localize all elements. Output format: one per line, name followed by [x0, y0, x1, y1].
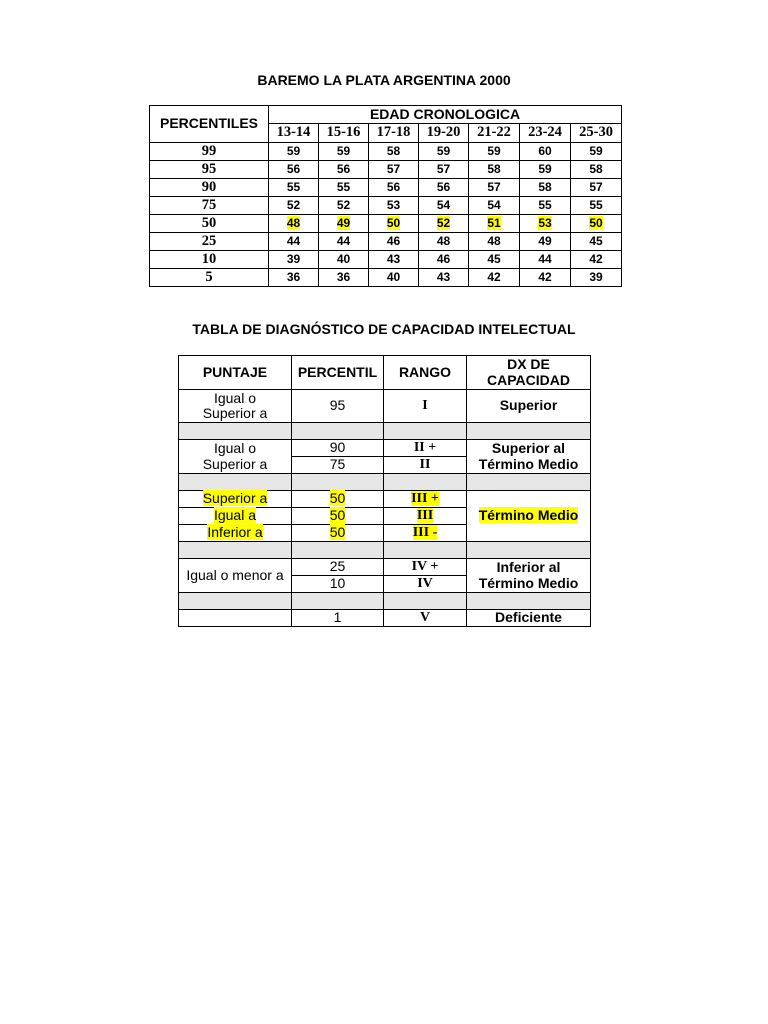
table-row [179, 390, 591, 423]
score-cell: 52 [319, 197, 369, 215]
percentile-cell: 90 [150, 179, 269, 197]
age-range: 21-22 [469, 124, 520, 143]
separator-row [179, 423, 591, 440]
score-cell: 55 [319, 179, 369, 197]
table-header-row [150, 106, 622, 124]
rango-cell: III - [384, 525, 467, 542]
score-cell: 46 [419, 251, 469, 269]
score-cell: 42 [469, 269, 520, 287]
score-cell: 56 [419, 179, 469, 197]
score-cell: 48 [469, 233, 520, 251]
diagnosis-table [178, 355, 591, 627]
score-cell: 58 [571, 161, 622, 179]
score-cell: 59 [419, 143, 469, 161]
dx-cell: Inferior al Término Medio [467, 559, 591, 593]
rango-cell: III + [384, 491, 467, 508]
score-cell: 58 [469, 161, 520, 179]
percentile-cell: 50 [150, 215, 269, 233]
score-cell: 59 [520, 161, 571, 179]
percentil-cell: 75 [292, 457, 384, 474]
table-row [150, 161, 622, 179]
score-cell: 59 [469, 143, 520, 161]
rango-cell: I [384, 390, 467, 423]
score-cell: 56 [319, 161, 369, 179]
score-cell: 52 [269, 197, 319, 215]
percentil-header: PERCENTIL [292, 356, 384, 390]
puntaje-cell: Inferior a [179, 525, 292, 542]
rango-cell: IV + [384, 559, 467, 576]
score-cell: 59 [571, 143, 622, 161]
score-cell: 57 [419, 161, 469, 179]
percentiles-header: PERCENTILES [150, 106, 269, 143]
score-cell: 39 [571, 269, 622, 287]
score-cell: 57 [369, 161, 419, 179]
score-cell: 50 [369, 215, 419, 233]
dx-cell: Superior [467, 390, 591, 423]
rango-cell: III [384, 508, 467, 525]
score-cell: 44 [319, 233, 369, 251]
score-cell: 42 [571, 251, 622, 269]
diag-title: TABLA DE DIAGNÓSTICO DE CAPACIDAD INTELECTUAL [192, 321, 576, 337]
age-range: 17-18 [369, 124, 419, 143]
score-cell: 54 [469, 197, 520, 215]
rango-cell: IV [384, 576, 467, 593]
score-cell: 55 [520, 197, 571, 215]
table-row [150, 143, 622, 161]
percentil-cell: 90 [292, 440, 384, 457]
rango-cell: V [384, 610, 467, 627]
score-cell: 40 [319, 251, 369, 269]
age-range: 19-20 [419, 124, 469, 143]
percentile-cell: 10 [150, 251, 269, 269]
percentile-cell: 75 [150, 197, 269, 215]
score-cell: 44 [269, 233, 319, 251]
score-cell: 59 [269, 143, 319, 161]
score-cell: 60 [520, 143, 571, 161]
separator-row [179, 593, 591, 610]
puntaje-cell: Igual o menor a [179, 559, 292, 593]
table-row [150, 251, 622, 269]
baremo-table [149, 105, 622, 287]
percentil-cell: 25 [292, 559, 384, 576]
table-row [179, 491, 591, 508]
table-row [150, 179, 622, 197]
score-cell: 49 [319, 215, 369, 233]
separator-row [179, 542, 591, 559]
percentile-cell: 95 [150, 161, 269, 179]
score-cell: 44 [520, 251, 571, 269]
score-cell: 55 [269, 179, 319, 197]
score-cell: 57 [571, 179, 622, 197]
table-row [179, 559, 591, 576]
score-cell: 50 [571, 215, 622, 233]
table-row [150, 197, 622, 215]
score-cell: 45 [571, 233, 622, 251]
score-cell: 43 [369, 251, 419, 269]
score-cell: 36 [269, 269, 319, 287]
puntaje-cell: Igual o Superior a [179, 440, 292, 474]
score-cell: 51 [469, 215, 520, 233]
age-range: 23-24 [520, 124, 571, 143]
puntaje-header: PUNTAJE [179, 356, 292, 390]
table-row [150, 269, 622, 287]
age-range: 15-16 [319, 124, 369, 143]
table-row [179, 610, 591, 627]
percentil-cell: 95 [292, 390, 384, 423]
dx-cell: Superior al Término Medio [467, 440, 591, 474]
percentile-cell: 5 [150, 269, 269, 287]
score-cell: 49 [520, 233, 571, 251]
score-cell: 48 [419, 233, 469, 251]
score-cell: 52 [419, 215, 469, 233]
score-cell: 46 [369, 233, 419, 251]
rango-cell: II [384, 457, 467, 474]
rango-cell: II + [384, 440, 467, 457]
score-cell: 58 [520, 179, 571, 197]
score-cell: 54 [419, 197, 469, 215]
age-range: 25-30 [571, 124, 622, 143]
percentil-cell: 10 [292, 576, 384, 593]
percentil-cell: 50 [292, 491, 384, 508]
dx-header: DX DE CAPACIDAD [467, 356, 591, 390]
puntaje-cell: Superior a [179, 491, 292, 508]
score-cell: 59 [319, 143, 369, 161]
dx-cell: Deficiente [467, 610, 591, 627]
table-row [150, 233, 622, 251]
puntaje-cell [179, 610, 292, 627]
table-header-row [179, 356, 591, 390]
percentil-cell: 1 [292, 610, 384, 627]
percentile-cell: 25 [150, 233, 269, 251]
score-cell: 45 [469, 251, 520, 269]
baremo-title: BAREMO LA PLATA ARGENTINA 2000 [257, 72, 511, 88]
percentil-cell: 50 [292, 525, 384, 542]
dx-cell: Término Medio [467, 491, 591, 542]
score-cell: 58 [369, 143, 419, 161]
age-range: 13-14 [269, 124, 319, 143]
score-cell: 42 [520, 269, 571, 287]
score-cell: 55 [571, 197, 622, 215]
score-cell: 40 [369, 269, 419, 287]
score-cell: 56 [369, 179, 419, 197]
age-header: EDAD CRONOLOGICA [269, 106, 622, 124]
percentil-cell: 50 [292, 508, 384, 525]
puntaje-cell: Igual o Superior a [179, 390, 292, 423]
table-row [150, 215, 622, 233]
table-row [179, 440, 591, 457]
score-cell: 53 [520, 215, 571, 233]
puntaje-cell: Igual a [179, 508, 292, 525]
rango-header: RANGO [384, 356, 467, 390]
score-cell: 56 [269, 161, 319, 179]
separator-row [179, 474, 591, 491]
score-cell: 43 [419, 269, 469, 287]
percentile-cell: 99 [150, 143, 269, 161]
score-cell: 57 [469, 179, 520, 197]
score-cell: 48 [269, 215, 319, 233]
score-cell: 39 [269, 251, 319, 269]
score-cell: 53 [369, 197, 419, 215]
score-cell: 36 [319, 269, 369, 287]
